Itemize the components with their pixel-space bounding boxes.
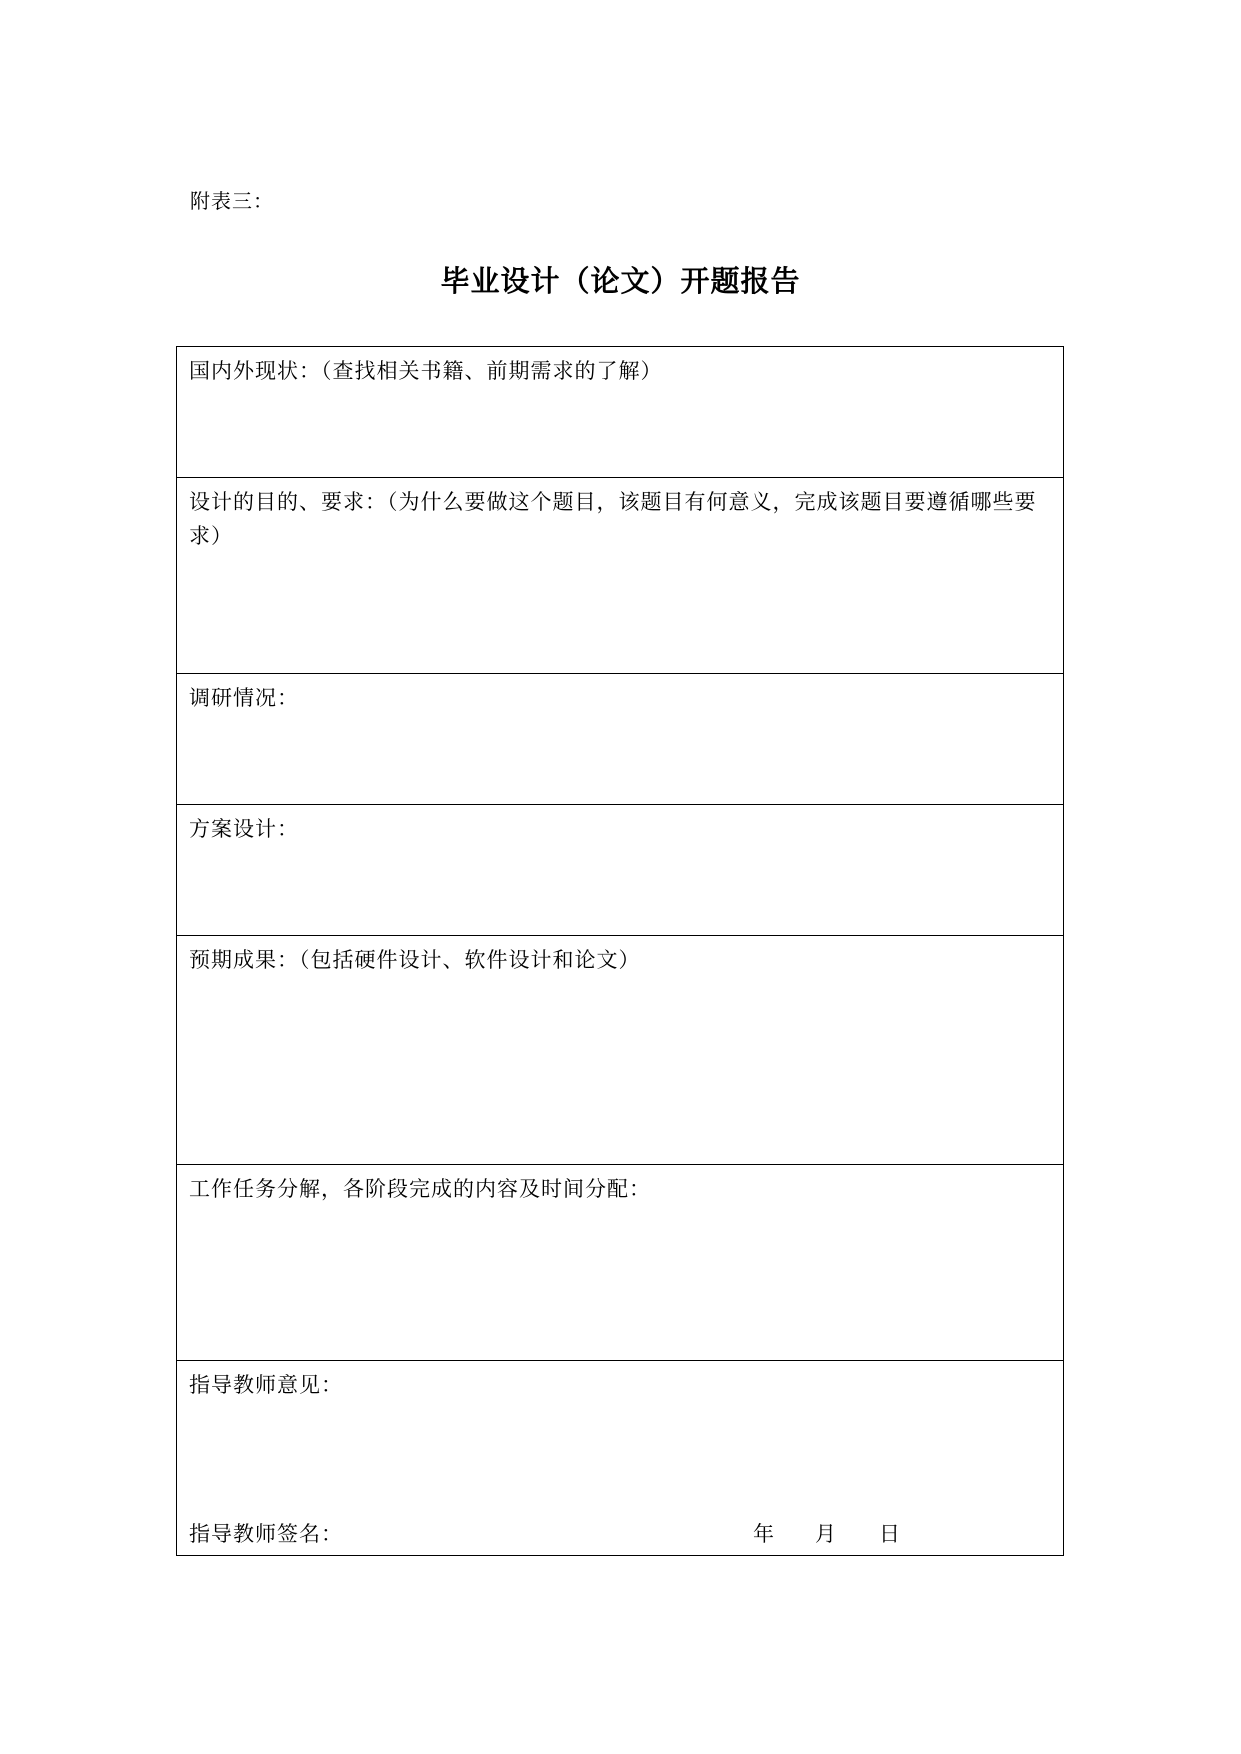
- date-month-label: 月: [815, 1522, 836, 1546]
- section-research-status[interactable]: [177, 674, 1063, 805]
- date-day-label: 日: [879, 1522, 900, 1546]
- section-expected-results[interactable]: [177, 936, 1063, 1165]
- section-domestic-foreign-status[interactable]: [177, 347, 1063, 478]
- section-advisor-opinion[interactable]: [177, 1361, 1063, 1555]
- appendix-label: 附表三：: [190, 189, 274, 213]
- section-task-breakdown[interactable]: [177, 1165, 1063, 1361]
- advisor-signature-label: 指导教师签名：: [189, 1522, 343, 1546]
- section-label: 指导教师意见：: [189, 1373, 343, 1397]
- section-label: 设计的目的、要求：（为什么要做这个题目，该题目有何意义，完成该题目要遵循哪些要求）: [189, 490, 1037, 548]
- section-label: 国内外现状：（查找相关书籍、前期需求的了解）: [189, 359, 663, 383]
- date-year-label: 年: [753, 1522, 774, 1546]
- report-form-table: [176, 346, 1064, 1556]
- section-label: 方案设计：: [189, 817, 299, 841]
- section-label: 调研情况：: [189, 686, 299, 710]
- section-label: 预期成果：（包括硬件设计、软件设计和论文）: [189, 948, 641, 972]
- section-scheme-design[interactable]: [177, 805, 1063, 936]
- document-title: 毕业设计（论文）开题报告: [440, 264, 801, 298]
- section-design-purpose-requirements[interactable]: [177, 478, 1063, 674]
- section-label: 工作任务分解，各阶段完成的内容及时间分配：: [189, 1177, 651, 1201]
